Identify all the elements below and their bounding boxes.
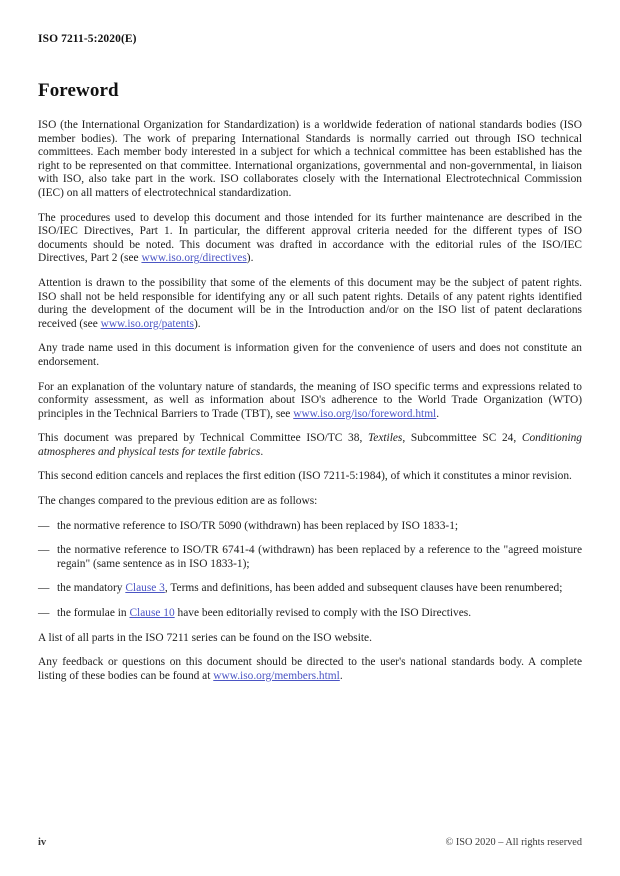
list-item xyxy=(38,544,582,571)
paragraph-patent-rights-tail: ). xyxy=(193,317,201,330)
dash-bullet-icon: — xyxy=(38,519,50,532)
paragraph-voluntary-nature-text: For an explanation of the voluntary nature of standards, the meaning of ISO specific terms and expressions related to conformity assessment, as well as information about ISO's adherence to the World Trade Organization (WTO) principles in the Technical Barriers to Trade (TBT), see xyxy=(38,380,582,420)
document-content xyxy=(38,80,582,683)
dash-bullet-icon: — xyxy=(38,544,50,557)
paragraph-committee-tail: . xyxy=(260,445,264,458)
paragraph-procedures xyxy=(38,212,582,266)
dash-bullet-icon: — xyxy=(38,607,50,620)
link-iso-members[interactable]: www.iso.org/members.html xyxy=(213,669,340,682)
paragraph-committee-middle: , Subcommittee SC 24, xyxy=(402,432,522,445)
list-item-text: the normative reference to ISO/TR 6741-4 (withdrawn) has been replaced by a reference to the "agreed moisture regain" (same sentence as in ISO 1833-1); xyxy=(57,544,582,570)
paragraph-procedures-tail: ). xyxy=(246,252,254,265)
list-item-text: the mandatory xyxy=(57,582,126,595)
paragraph-patent-rights-text: Attention is drawn to the possibility that some of the elements of this document may be the subject of patent rights. ISO shall not be held responsible for identifying any or all such patent rights. Details of any patent rights identified during the development of the document will be in the Introduction and/or on the ISO list of patent declarations received (see xyxy=(38,276,582,330)
list-item-text: the normative reference to ISO/TR 5090 (withdrawn) has been replaced by ISO 1833-1; xyxy=(57,519,459,532)
paragraph-committee-text: This document was prepared by Technical Committee ISO/TC 38, xyxy=(38,432,368,445)
paragraph-changes-intro: The changes compared to the previous edition are as follows: xyxy=(38,495,318,508)
subcommittee-title: Conditioning atmospheres and physical tests for textile fabrics xyxy=(38,432,582,458)
paragraph-feedback xyxy=(38,656,582,683)
list-item xyxy=(38,607,582,621)
list-item-text-tail: have been editorially revised to comply with the ISO Directives. xyxy=(174,607,472,620)
committee-title-textiles: Textiles xyxy=(367,432,403,445)
page-footer xyxy=(38,837,582,848)
paragraph-iso-description: ISO (the International Organization for Standardization) is a worldwide federation of national standards bodies (ISO member bodies). The work of preparing International Standards is normally carried out through ISO technical committees. Each member body interested in a subject for which a technical committee has been established has the right to be represented on that committee. International organizations, governmental and non-governmental, in liaison with ISO, also take part in the work. ISO collaborates closely with the International Electrotechnical Commission (IEC) on all matters of electrotechnical standardization. xyxy=(38,119,582,199)
paragraph-feedback-tail: . xyxy=(339,669,343,682)
list-item xyxy=(38,520,582,534)
paragraph-patent-rights xyxy=(38,277,582,331)
page-title: Foreword xyxy=(38,80,119,101)
changes-list xyxy=(38,520,582,621)
page-number: iv xyxy=(38,837,47,848)
paragraph-trade-name: Any trade name used in this document is information given for the convenience of users and does not constitute an endorsement. xyxy=(38,342,582,368)
link-iso-directives[interactable]: www.iso.org/directives xyxy=(141,252,247,265)
list-item-text-tail: , Terms and definitions, has been added and subsequent clauses have been renumbered; xyxy=(164,582,563,595)
running-header: ISO 7211-5:2020(E) xyxy=(38,33,137,45)
link-iso-patents[interactable]: www.iso.org/patents xyxy=(100,317,194,330)
paragraph-second-edition: This second edition cancels and replaces the first edition (ISO 7211-5:1984), of which it constitutes a minor revision. xyxy=(38,470,572,483)
paragraph-feedback-text: Any feedback or questions on this document should be directed to the user's national standards body. A complete listing of these bodies can be found at xyxy=(38,656,582,682)
copyright-notice: © ISO 2020 – All rights reserved xyxy=(445,837,582,848)
paragraph-parts-list: A list of all parts in the ISO 7211 series can be found on the ISO website. xyxy=(38,631,372,644)
list-item xyxy=(38,582,582,596)
link-iso-foreword[interactable]: www.iso.org/iso/foreword.html xyxy=(293,407,437,420)
paragraph-voluntary-nature xyxy=(38,381,582,422)
paragraph-procedures-text: The procedures used to develop this document and those intended for its further maintenance are described in the ISO/IEC Directives, Part 1. In particular, the different approval criteria needed for the different types of ISO documents should be noted. This document was drafted in accordance with the editorial rules of the ISO/IEC Directives, Part 2 (see xyxy=(38,211,582,265)
link-clause-3[interactable]: Clause 3 xyxy=(125,582,165,595)
dash-bullet-icon: — xyxy=(38,582,50,595)
paragraph-committee xyxy=(38,432,582,459)
paragraph-voluntary-nature-tail: . xyxy=(436,407,440,420)
link-clause-10[interactable]: Clause 10 xyxy=(129,607,175,620)
list-item-text: the formulae in xyxy=(57,607,130,620)
